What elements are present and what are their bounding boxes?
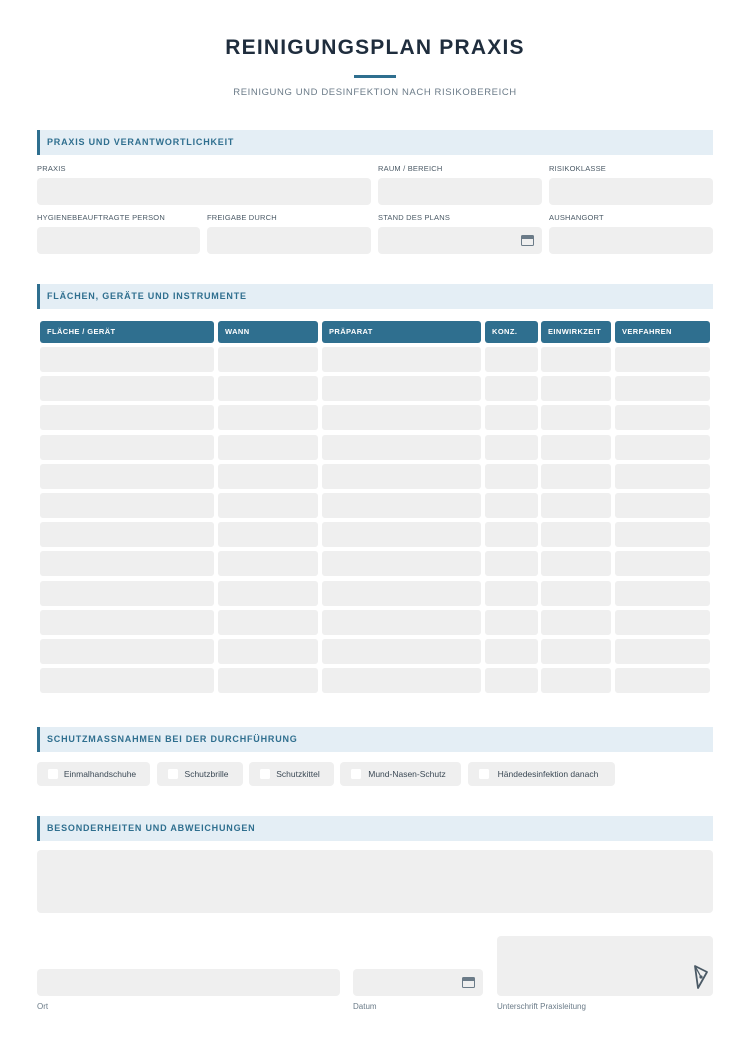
table-cell[interactable] bbox=[40, 464, 214, 489]
checkbox[interactable] bbox=[260, 769, 270, 779]
table-cell[interactable] bbox=[40, 493, 214, 518]
table-cell[interactable] bbox=[485, 493, 538, 518]
section-praxis-header: PRAXIS UND VERANTWORTLICHKEIT bbox=[37, 130, 713, 155]
table-cell[interactable] bbox=[218, 639, 318, 664]
table-cell[interactable] bbox=[615, 435, 710, 460]
table-cell[interactable] bbox=[322, 581, 481, 606]
calendar-icon[interactable] bbox=[462, 977, 475, 988]
risikoklasse-label: RISIKOKLASSE bbox=[549, 164, 607, 173]
table-cell[interactable] bbox=[322, 551, 481, 576]
table-cell[interactable] bbox=[541, 639, 611, 664]
hygiene-field[interactable] bbox=[37, 227, 200, 254]
table-cell[interactable] bbox=[322, 610, 481, 635]
signature-field[interactable] bbox=[497, 936, 713, 996]
pen-nib-icon bbox=[693, 964, 709, 990]
col-header-verfahren: VERFAHREN bbox=[615, 321, 710, 343]
table-cell[interactable] bbox=[40, 435, 214, 460]
table-cell[interactable] bbox=[322, 464, 481, 489]
aushang-label: AUSHANGORT bbox=[549, 213, 604, 222]
table-cell[interactable] bbox=[541, 610, 611, 635]
datum-field[interactable] bbox=[353, 969, 483, 996]
option-schutzkittel[interactable] bbox=[249, 762, 334, 786]
option-label: Einmalhandschuhe bbox=[63, 769, 137, 779]
table-cell[interactable] bbox=[541, 668, 611, 693]
option-haendedesinfektion[interactable] bbox=[468, 762, 615, 786]
table-cell[interactable] bbox=[615, 551, 710, 576]
option-mund-nasen-schutz[interactable] bbox=[340, 762, 461, 786]
table-cell[interactable] bbox=[485, 435, 538, 460]
table-cell[interactable] bbox=[322, 639, 481, 664]
option-schutzbrille[interactable] bbox=[157, 762, 243, 786]
col-header-flaeche: FLÄCHE / GERÄT bbox=[40, 321, 214, 343]
col-header-praeparat: PRÄPARAT bbox=[322, 321, 481, 343]
page-title: REINIGUNGSPLAN PRAXIS bbox=[225, 36, 525, 59]
table-cell[interactable] bbox=[218, 581, 318, 606]
table-cell[interactable] bbox=[615, 347, 710, 372]
praxis-field[interactable] bbox=[37, 178, 371, 205]
table-cell[interactable] bbox=[218, 464, 318, 489]
table-cell[interactable] bbox=[485, 405, 538, 430]
option-label: Händedesinfektion danach bbox=[497, 769, 599, 779]
risikoklasse-field[interactable] bbox=[549, 178, 713, 205]
table-cell[interactable] bbox=[615, 668, 710, 693]
raum-label: RAUM / BEREICH bbox=[378, 164, 443, 173]
checkbox[interactable] bbox=[168, 769, 178, 779]
option-label: Schutzkittel bbox=[276, 769, 320, 779]
datum-label: Datum bbox=[353, 1002, 377, 1011]
table-cell[interactable] bbox=[541, 493, 611, 518]
unterschrift-label: Unterschrift Praxisleitung bbox=[497, 1002, 586, 1011]
table-cell[interactable] bbox=[218, 493, 318, 518]
col-header-wann: WANN bbox=[218, 321, 318, 343]
table-cell[interactable] bbox=[485, 668, 538, 693]
freigabe-label: FREIGABE DURCH bbox=[207, 213, 277, 222]
table-cell[interactable] bbox=[322, 522, 481, 547]
checkbox[interactable] bbox=[351, 769, 361, 779]
table-cell[interactable] bbox=[615, 376, 710, 401]
table-cell[interactable] bbox=[40, 405, 214, 430]
table-cell[interactable] bbox=[322, 493, 481, 518]
title-divider bbox=[354, 75, 396, 78]
table-cell[interactable] bbox=[485, 376, 538, 401]
table-cell[interactable] bbox=[615, 610, 710, 635]
table-cell[interactable] bbox=[541, 551, 611, 576]
table-cell[interactable] bbox=[541, 376, 611, 401]
section-flaechen-header: FLÄCHEN, GERÄTE UND INSTRUMENTE bbox=[37, 284, 713, 309]
table-cell[interactable] bbox=[485, 347, 538, 372]
table-cell[interactable] bbox=[615, 405, 710, 430]
praxis-label: PRAXIS bbox=[37, 164, 66, 173]
table-cell[interactable] bbox=[322, 405, 481, 430]
calendar-icon[interactable] bbox=[521, 235, 534, 246]
table-cell[interactable] bbox=[40, 639, 214, 664]
table-cell[interactable] bbox=[218, 405, 318, 430]
table-cell[interactable] bbox=[541, 435, 611, 460]
aushang-field[interactable] bbox=[549, 227, 713, 254]
table-cell[interactable] bbox=[218, 347, 318, 372]
table-cell[interactable] bbox=[485, 522, 538, 547]
table-cell[interactable] bbox=[322, 376, 481, 401]
table-cell[interactable] bbox=[218, 551, 318, 576]
table-cell[interactable] bbox=[615, 581, 710, 606]
table-cell[interactable] bbox=[40, 347, 214, 372]
ort-field[interactable] bbox=[37, 969, 340, 996]
table-cell[interactable] bbox=[615, 522, 710, 547]
table-cell[interactable] bbox=[218, 668, 318, 693]
option-label: Mund-Nasen-Schutz bbox=[368, 769, 446, 779]
table-cell[interactable] bbox=[541, 581, 611, 606]
hygiene-label: HYGIENEBEAUFTRAGTE PERSON bbox=[37, 213, 165, 222]
table-cell[interactable] bbox=[485, 551, 538, 576]
table-cell[interactable] bbox=[322, 668, 481, 693]
option-label: Schutzbrille bbox=[184, 769, 229, 779]
checkbox[interactable] bbox=[479, 769, 489, 779]
table-cell[interactable] bbox=[541, 464, 611, 489]
ort-label: Ort bbox=[37, 1002, 49, 1011]
table-cell[interactable] bbox=[485, 639, 538, 664]
table-cell[interactable] bbox=[218, 610, 318, 635]
table-cell[interactable] bbox=[40, 522, 214, 547]
col-header-einwirkzeit: EINWIRKZEIT bbox=[541, 321, 611, 343]
col-header-konz: KONZ. bbox=[485, 321, 538, 343]
table-cell[interactable] bbox=[485, 464, 538, 489]
table-cell[interactable] bbox=[541, 522, 611, 547]
table-cell[interactable] bbox=[615, 464, 710, 489]
table-cell[interactable] bbox=[40, 610, 214, 635]
table-cell[interactable] bbox=[322, 347, 481, 372]
table-cell[interactable] bbox=[322, 435, 481, 460]
table-cell[interactable] bbox=[218, 376, 318, 401]
table-cell[interactable] bbox=[218, 435, 318, 460]
table-cell[interactable] bbox=[218, 522, 318, 547]
table-cell[interactable] bbox=[40, 668, 214, 693]
checkbox[interactable] bbox=[48, 769, 58, 779]
stand-label: STAND DES PLANS bbox=[378, 213, 451, 222]
table-cell[interactable] bbox=[40, 376, 214, 401]
table-cell[interactable] bbox=[40, 551, 214, 576]
table-cell[interactable] bbox=[541, 405, 611, 430]
raum-field[interactable] bbox=[378, 178, 542, 205]
besonderheiten-textarea[interactable] bbox=[37, 850, 713, 913]
option-einmalhandschuhe[interactable] bbox=[37, 762, 150, 786]
section-besonderheiten-header: BESONDERHEITEN UND ABWEICHUNGEN bbox=[37, 816, 713, 841]
table-cell[interactable] bbox=[485, 610, 538, 635]
table-cell[interactable] bbox=[541, 347, 611, 372]
table-cell[interactable] bbox=[615, 493, 710, 518]
stand-date-field[interactable] bbox=[378, 227, 542, 254]
page-subtitle: REINIGUNG UND DESINFEKTION NACH RISIKOBEREICH bbox=[233, 87, 517, 98]
table-cell[interactable] bbox=[615, 639, 710, 664]
table-cell[interactable] bbox=[40, 581, 214, 606]
table-cell[interactable] bbox=[485, 581, 538, 606]
section-schutz-header: SCHUTZMASSNAHMEN BEI DER DURCHFÜHRUNG bbox=[37, 727, 713, 752]
freigabe-field[interactable] bbox=[207, 227, 371, 254]
